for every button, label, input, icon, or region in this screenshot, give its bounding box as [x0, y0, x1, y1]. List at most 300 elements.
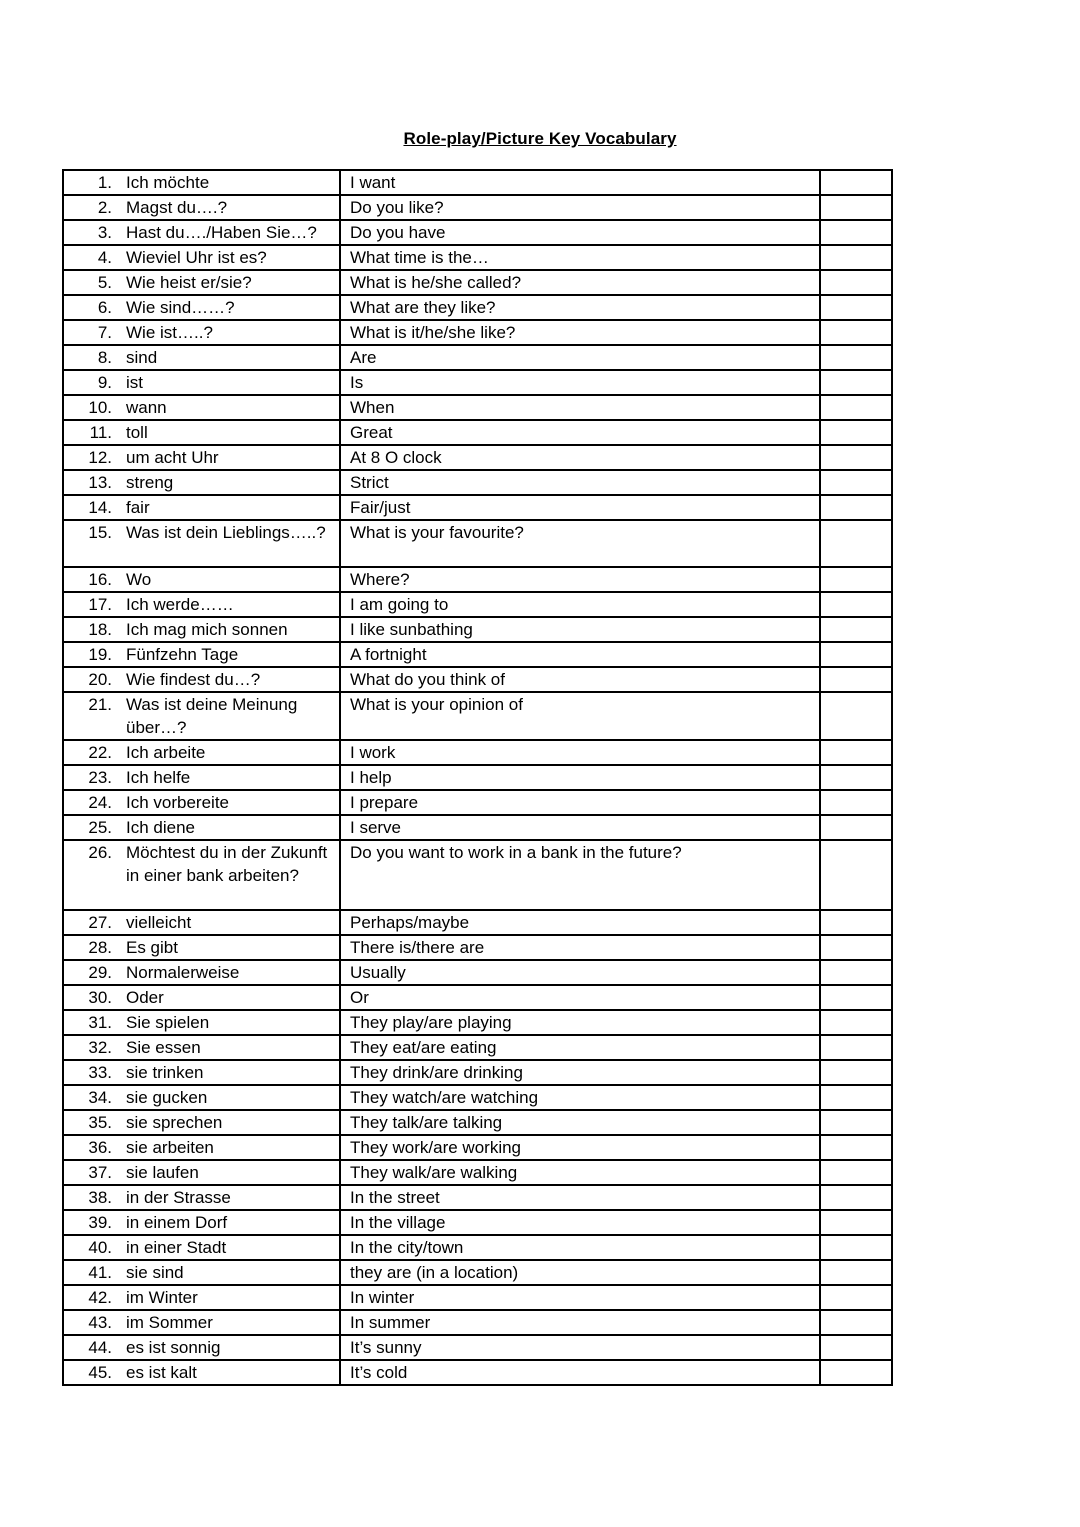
row-number: 42. [88, 1288, 112, 1307]
row-number: 20. [88, 670, 112, 689]
blank-cell [820, 840, 892, 910]
english-cell [340, 195, 820, 220]
english-cell [340, 692, 820, 740]
row-number: 45. [88, 1363, 112, 1382]
english-translation: What time is the… [350, 248, 489, 267]
german-phrase: im Winter [126, 1288, 198, 1307]
english-cell [340, 765, 820, 790]
english-cell [340, 790, 820, 815]
english-translation: What is your favourite? [350, 523, 524, 542]
table-row [63, 1335, 892, 1360]
row-number: 8. [97, 348, 112, 367]
german-cell [63, 1060, 340, 1085]
table-row [63, 1260, 892, 1285]
table-row [63, 1285, 892, 1310]
row-number: 14. [88, 498, 112, 517]
english-cell [340, 345, 820, 370]
row-number: 9. [97, 373, 112, 392]
table-row [63, 960, 892, 985]
blank-cell [820, 370, 892, 395]
german-cell [63, 935, 340, 960]
blank-cell [820, 910, 892, 935]
table-row [63, 1060, 892, 1085]
row-number: 2. [97, 198, 112, 217]
german-phrase: Ich diene [126, 818, 195, 837]
table-row [63, 667, 892, 692]
english-cell [340, 667, 820, 692]
german-cell [63, 470, 340, 495]
table-row [63, 642, 892, 667]
row-number: 23. [88, 768, 112, 787]
row-number: 25. [88, 818, 112, 837]
english-cell [340, 1335, 820, 1360]
english-cell [340, 1235, 820, 1260]
table-row [63, 935, 892, 960]
english-translation: When [350, 398, 395, 417]
english-cell [340, 495, 820, 520]
row-number: 27. [88, 913, 112, 932]
german-phrase: ist [126, 373, 143, 392]
table-row [63, 617, 892, 642]
english-translation: What do you think of [350, 670, 505, 689]
row-number: 28. [88, 938, 112, 957]
english-cell [340, 567, 820, 592]
row-number: 13. [88, 473, 112, 492]
english-cell [340, 1010, 820, 1035]
english-cell [340, 370, 820, 395]
vocabulary-table-body [63, 170, 892, 1385]
blank-cell [820, 420, 892, 445]
table-row [63, 1210, 892, 1235]
german-cell [63, 320, 340, 345]
blank-cell [820, 815, 892, 840]
german-phrase: Ich vorbereite [126, 793, 229, 812]
german-cell [63, 667, 340, 692]
english-cell [340, 320, 820, 345]
german-phrase: es ist sonnig [126, 1338, 221, 1357]
german-phrase: Normalerweise [126, 963, 240, 982]
english-translation: At 8 O clock [350, 448, 442, 467]
english-cell [340, 520, 820, 567]
german-phrase: Sie spielen [126, 1013, 210, 1032]
german-phrase: sind [126, 348, 158, 367]
table-row [63, 985, 892, 1010]
english-cell [340, 1360, 820, 1385]
english-translation: Do you have [350, 223, 446, 242]
blank-cell [820, 1085, 892, 1110]
german-cell [63, 617, 340, 642]
blank-cell [820, 692, 892, 740]
german-phrase: Hast du…./Haben Sie…? [126, 223, 317, 242]
german-cell [63, 1035, 340, 1060]
german-phrase: Ich arbeite [126, 743, 206, 762]
table-row [63, 592, 892, 617]
german-cell [63, 910, 340, 935]
blank-cell [820, 740, 892, 765]
blank-cell [820, 592, 892, 617]
german-phrase: fair [126, 498, 150, 517]
blank-cell [820, 520, 892, 567]
german-cell [63, 1285, 340, 1310]
table-row [63, 1160, 892, 1185]
row-number: 37. [88, 1163, 112, 1182]
blank-cell [820, 1335, 892, 1360]
english-translation: A fortnight [350, 645, 427, 664]
english-cell [340, 170, 820, 195]
english-translation: What is he/she called? [350, 273, 522, 292]
german-cell [63, 1110, 340, 1135]
blank-cell [820, 985, 892, 1010]
german-cell [63, 765, 340, 790]
german-phrase: sie sprechen [126, 1113, 223, 1132]
blank-cell [820, 667, 892, 692]
row-number: 21. [88, 695, 112, 714]
row-number: 40. [88, 1238, 112, 1257]
german-cell [63, 1210, 340, 1235]
english-translation: In winter [350, 1288, 415, 1307]
english-translation: Is [350, 373, 364, 392]
row-number: 36. [88, 1138, 112, 1157]
german-cell [63, 170, 340, 195]
table-row [63, 170, 892, 195]
english-translation: I am going to [350, 595, 449, 614]
english-translation: They talk/are talking [350, 1113, 503, 1132]
row-number: 24. [88, 793, 112, 812]
english-translation: Do you want to work in a bank in the future? [350, 843, 682, 862]
row-number: 30. [88, 988, 112, 1007]
blank-cell [820, 470, 892, 495]
german-cell [63, 1335, 340, 1360]
english-translation: I work [350, 743, 396, 762]
german-phrase: sie sind [126, 1263, 184, 1282]
blank-cell [820, 195, 892, 220]
table-row [63, 220, 892, 245]
english-cell [340, 592, 820, 617]
german-phrase: es ist kalt [126, 1363, 197, 1382]
english-cell [340, 1310, 820, 1335]
blank-cell [820, 1260, 892, 1285]
blank-cell [820, 960, 892, 985]
blank-cell [820, 395, 892, 420]
german-phrase: Ich helfe [126, 768, 191, 787]
english-cell [340, 935, 820, 960]
english-translation: They watch/are watching [350, 1088, 539, 1107]
german-phrase: Es gibt [126, 938, 178, 957]
blank-cell [820, 790, 892, 815]
german-cell [63, 345, 340, 370]
table-row [63, 1360, 892, 1385]
row-number: 34. [88, 1088, 112, 1107]
german-cell [63, 1260, 340, 1285]
german-cell [63, 642, 340, 667]
table-row [63, 840, 892, 910]
english-cell [340, 245, 820, 270]
english-translation: Where? [350, 570, 410, 589]
german-cell [63, 985, 340, 1010]
table-row [63, 195, 892, 220]
row-number: 31. [88, 1013, 112, 1032]
row-number: 38. [88, 1188, 112, 1207]
german-phrase: im Sommer [126, 1313, 213, 1332]
english-cell [340, 1260, 820, 1285]
german-cell [63, 740, 340, 765]
row-number: 32. [88, 1038, 112, 1057]
english-translation: Perhaps/maybe [350, 913, 470, 932]
table-row [63, 520, 892, 567]
row-number: 1. [97, 173, 112, 192]
english-translation: I serve [350, 818, 402, 837]
table-row [63, 1035, 892, 1060]
row-number: 11. [89, 423, 112, 442]
english-translation: Fair/just [350, 498, 411, 517]
german-cell [63, 295, 340, 320]
blank-cell [820, 270, 892, 295]
english-cell [340, 395, 820, 420]
english-translation: It’s cold [350, 1363, 408, 1382]
table-row [63, 1110, 892, 1135]
german-phrase: in einem Dorf [126, 1213, 228, 1232]
german-cell [63, 1085, 340, 1110]
table-row [63, 815, 892, 840]
row-number: 10. [88, 398, 112, 417]
german-phrase: um acht Uhr [126, 448, 219, 467]
english-translation: They work/are working [350, 1138, 522, 1157]
german-phrase: Wieviel Uhr ist es? [126, 248, 267, 267]
english-translation: I like sunbathing [350, 620, 473, 639]
row-number: 29. [88, 963, 112, 982]
german-cell [63, 220, 340, 245]
german-cell [63, 692, 340, 740]
german-phrase: Wo [126, 570, 152, 589]
table-row [63, 1310, 892, 1335]
table-row [63, 567, 892, 592]
row-number: 33. [88, 1063, 112, 1082]
english-cell [340, 1085, 820, 1110]
english-translation: Do you like? [350, 198, 444, 217]
table-row [63, 1185, 892, 1210]
row-number: 16. [88, 570, 112, 589]
german-phrase: Ich möchte [126, 173, 210, 192]
german-cell [63, 1360, 340, 1385]
page-title: Role-play/Picture Key Vocabulary [403, 129, 677, 148]
english-cell [340, 1135, 820, 1160]
german-phrase: Möchtest du in der Zukunft in einer bank arbeiten? [126, 843, 328, 885]
german-cell [63, 567, 340, 592]
german-phrase: Ich mag mich sonnen [126, 620, 288, 639]
german-cell [63, 840, 340, 910]
table-row [63, 1085, 892, 1110]
blank-cell [820, 170, 892, 195]
english-translation: In the village [350, 1213, 446, 1232]
english-cell [340, 642, 820, 667]
english-cell [340, 740, 820, 765]
german-cell [63, 270, 340, 295]
table-row [63, 740, 892, 765]
german-cell [63, 960, 340, 985]
english-cell [340, 295, 820, 320]
german-cell [63, 1310, 340, 1335]
german-phrase: Wie heist er/sie? [126, 273, 252, 292]
german-cell [63, 1135, 340, 1160]
german-phrase: toll [126, 423, 148, 442]
table-row [63, 320, 892, 345]
row-number: 26. [88, 843, 112, 862]
english-cell [340, 910, 820, 935]
german-cell [63, 495, 340, 520]
blank-cell [820, 1010, 892, 1035]
english-cell [340, 220, 820, 245]
blank-cell [820, 220, 892, 245]
table-row [63, 395, 892, 420]
table-row [63, 495, 892, 520]
blank-cell [820, 495, 892, 520]
german-phrase: sie trinken [126, 1063, 204, 1082]
blank-cell [820, 445, 892, 470]
row-number: 15. [88, 523, 112, 542]
row-number: 4. [97, 248, 112, 267]
table-row [63, 692, 892, 740]
table-row [63, 370, 892, 395]
row-number: 44. [88, 1338, 112, 1357]
english-translation: They drink/are drinking [350, 1063, 523, 1082]
german-phrase: sie arbeiten [126, 1138, 214, 1157]
german-phrase: wann [126, 398, 167, 417]
english-translation: Usually [350, 963, 406, 982]
english-cell [340, 470, 820, 495]
blank-cell [820, 765, 892, 790]
english-cell [340, 1060, 820, 1085]
blank-cell [820, 617, 892, 642]
english-cell [340, 985, 820, 1010]
row-number: 5. [97, 273, 112, 292]
row-number: 39. [88, 1213, 112, 1232]
english-translation: I help [350, 768, 392, 787]
blank-cell [820, 345, 892, 370]
row-number: 22. [88, 743, 112, 762]
blank-cell [820, 1035, 892, 1060]
german-cell [63, 815, 340, 840]
german-phrase: Fünfzehn Tage [126, 645, 239, 664]
german-phrase: in der Strasse [126, 1188, 231, 1207]
english-translation: There is/there are [350, 938, 485, 957]
german-phrase: vielleicht [126, 913, 192, 932]
table-row [63, 470, 892, 495]
blank-cell [820, 1060, 892, 1085]
table-row [63, 790, 892, 815]
english-translation: Are [350, 348, 377, 367]
german-phrase: sie gucken [126, 1088, 208, 1107]
blank-cell [820, 1135, 892, 1160]
row-number: 35. [88, 1113, 112, 1132]
english-cell [340, 1160, 820, 1185]
blank-cell [820, 1110, 892, 1135]
german-cell [63, 1235, 340, 1260]
german-phrase: Oder [126, 988, 164, 1007]
english-translation: Great [350, 423, 393, 442]
german-cell [63, 370, 340, 395]
english-translation: They walk/are walking [350, 1163, 518, 1182]
german-phrase: Was ist dein Lieblings…..? [126, 523, 326, 542]
english-cell [340, 1035, 820, 1060]
german-cell [63, 592, 340, 617]
german-phrase: Magst du….? [126, 198, 228, 217]
english-translation: I prepare [350, 793, 419, 812]
row-number: 17. [88, 595, 112, 614]
german-phrase: in einer Stadt [126, 1238, 227, 1257]
german-phrase: streng [126, 473, 174, 492]
english-cell [340, 270, 820, 295]
table-row [63, 1135, 892, 1160]
german-cell [63, 1010, 340, 1035]
blank-cell [820, 935, 892, 960]
blank-cell [820, 567, 892, 592]
row-number: 3. [97, 223, 112, 242]
english-cell [340, 1285, 820, 1310]
english-cell [340, 1185, 820, 1210]
german-cell [63, 195, 340, 220]
english-translation: What is it/he/she like? [350, 323, 516, 342]
english-translation: In the city/town [350, 1238, 464, 1257]
table-row [63, 765, 892, 790]
english-translation: They eat/are eating [350, 1038, 497, 1057]
table-row [63, 295, 892, 320]
row-number: 41. [88, 1263, 112, 1282]
english-translation: They play/are playing [350, 1013, 512, 1032]
blank-cell [820, 1185, 892, 1210]
german-cell [63, 520, 340, 567]
blank-cell [820, 1235, 892, 1260]
german-phrase: Wie findest du…? [126, 670, 261, 689]
german-phrase: Wie sind……? [126, 298, 235, 317]
german-phrase: Was ist deine Meinung über…? [126, 695, 298, 737]
german-cell [63, 1185, 340, 1210]
english-cell [340, 420, 820, 445]
english-cell [340, 617, 820, 642]
table-row [63, 270, 892, 295]
blank-cell [820, 1310, 892, 1335]
table-row [63, 1010, 892, 1035]
german-phrase: Wie ist…..? [126, 323, 213, 342]
german-cell [63, 1160, 340, 1185]
row-number: 6. [97, 298, 112, 317]
german-cell [63, 245, 340, 270]
english-cell [340, 1110, 820, 1135]
english-translation: Strict [350, 473, 389, 492]
row-number: 19. [88, 645, 112, 664]
blank-cell [820, 1285, 892, 1310]
table-row [63, 910, 892, 935]
vocabulary-table [62, 169, 893, 1386]
english-translation: they are (in a location) [350, 1263, 519, 1282]
english-cell [340, 1210, 820, 1235]
german-phrase: Ich werde…… [126, 595, 234, 614]
table-row [63, 245, 892, 270]
german-phrase: Sie essen [126, 1038, 201, 1057]
table-row [63, 1235, 892, 1260]
blank-cell [820, 320, 892, 345]
blank-cell [820, 1360, 892, 1385]
english-cell [340, 445, 820, 470]
english-translation: What is your opinion of [350, 695, 523, 714]
english-translation: It’s sunny [350, 1338, 422, 1357]
row-number: 12. [88, 448, 112, 467]
german-cell [63, 420, 340, 445]
table-row [63, 420, 892, 445]
row-number: 18. [88, 620, 112, 639]
english-cell [340, 960, 820, 985]
blank-cell [820, 295, 892, 320]
german-cell [63, 445, 340, 470]
